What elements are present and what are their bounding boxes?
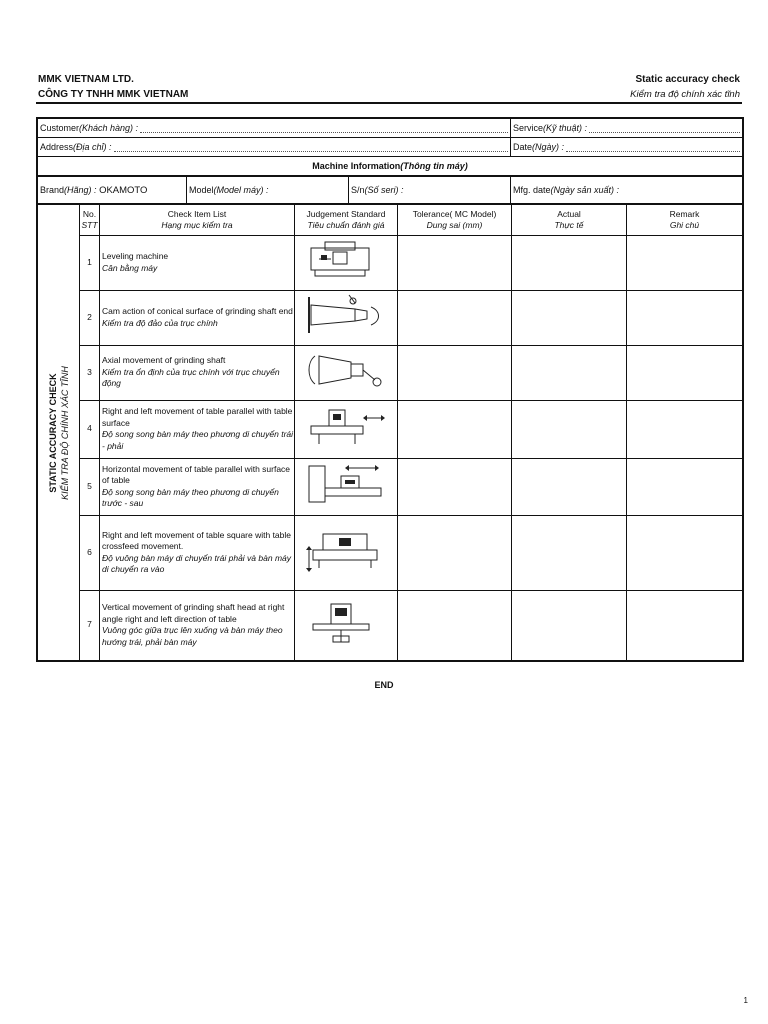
remark-cell[interactable] [627, 590, 742, 660]
tolerance-cell[interactable] [398, 345, 511, 400]
side-title [47, 366, 71, 500]
remark-cell[interactable] [627, 345, 742, 400]
machine-info-title-vn: (Thông tin máy) [400, 161, 468, 171]
square-diagram-icon [305, 528, 387, 578]
tolerance-cell[interactable] [398, 458, 511, 515]
actual-header [512, 205, 626, 235]
brand-label: Brand [40, 185, 65, 195]
address-dotted-line [114, 143, 508, 152]
actual-cell[interactable] [512, 515, 626, 590]
machine-info-title: Machine Information [312, 161, 401, 171]
judgement-standard-cell [295, 345, 397, 400]
check-item-en: Horizontal movement of table parallel with surface of table [102, 463, 291, 485]
judgement-standard-cell [295, 515, 397, 590]
vertical-diagram-icon [305, 600, 387, 650]
check-item [100, 458, 296, 515]
row-number-text: 5 [87, 480, 92, 491]
tolerance-cell[interactable] [398, 515, 511, 590]
remark-header-en: Remark [669, 208, 700, 219]
item-header-vn: Hạng mục kiểm tra [161, 220, 233, 230]
check-item-en: Right and left movement of table square with table crossfeed movement. [102, 529, 291, 551]
check-item-vn: Kiểm tra độ đảo của trục chính [102, 317, 218, 328]
table-header-row [79, 205, 742, 236]
row-number-text: 2 [87, 311, 92, 322]
row-number [80, 590, 99, 660]
check-item-vn: Kiểm tra ổn định của trục chính với trục chuyển động [102, 366, 280, 389]
customer-dotted-line [140, 124, 508, 133]
address-label-vn: (Địa chỉ) : [73, 142, 112, 152]
check-item [100, 515, 296, 590]
table-row [79, 515, 742, 591]
actual-header-en: Actual [557, 208, 581, 219]
check-item-en: Right and left movement of table parallel with table surface [102, 406, 293, 428]
customer-field[interactable] [38, 119, 510, 137]
judgement-standard-cell [295, 290, 397, 345]
tolerance-header-vn: Dung sai (mm) [426, 220, 483, 230]
customer-row [38, 119, 742, 138]
mfg-date-label-vn: (Ngày sản xuất) : [550, 185, 620, 195]
side-title-en: STATIC ACCURACY CHECK [47, 372, 58, 493]
remark-cell[interactable] [627, 458, 742, 515]
row-number-text: 7 [87, 619, 92, 630]
check-item-vn: Vuông góc giữa trục lên xuống và bàn máy theo hướng trái, phải bàn máy [102, 625, 283, 647]
tolerance-cell[interactable] [398, 400, 511, 458]
model-label: Model [189, 185, 214, 195]
tolerance-header [398, 205, 511, 235]
tolerance-cell[interactable] [398, 290, 511, 345]
judgement-header [295, 205, 397, 235]
remark-cell[interactable] [627, 290, 742, 345]
model-label-vn: (Model máy) : [213, 185, 269, 195]
axial-diagram-icon [305, 348, 387, 398]
brand-value: OKAMOTO [99, 184, 148, 196]
leveling-diagram-icon [305, 238, 387, 288]
check-item-vn: Độ song song bàn máy theo phương di chuyển trước - sau [102, 486, 279, 508]
check-item-en: Axial movement of grinding shaft [102, 355, 226, 366]
item-header [100, 205, 294, 235]
header-divider [36, 102, 742, 104]
no-header-vn: STT [81, 220, 98, 230]
no-header [80, 205, 99, 235]
actual-cell[interactable] [512, 345, 626, 400]
mfg-date-label: Mfg. date [513, 185, 551, 195]
row-number [80, 235, 99, 290]
serial-label-vn: (Số seri) : [364, 185, 404, 195]
check-item-en: Vertical movement of grinding shaft head at right angle right and left direction of table [102, 602, 285, 624]
actual-cell[interactable] [512, 290, 626, 345]
table-row [79, 400, 742, 459]
document-title-vn: Kiểm tra độ chính xác tĩnh [630, 89, 740, 100]
machine-info-title-row [38, 157, 742, 177]
actual-cell[interactable] [512, 590, 626, 660]
row-number [80, 400, 99, 458]
address-label: Address [40, 142, 74, 152]
serial-label: S/n [351, 185, 365, 195]
document-title: Static accuracy check [635, 74, 740, 85]
actual-cell[interactable] [512, 400, 626, 458]
service-field[interactable] [511, 119, 742, 137]
check-item [100, 235, 296, 290]
brand-field[interactable] [38, 177, 186, 203]
tolerance-header-en: Tolerance( MC Model) [412, 208, 497, 219]
customer-label-vn: (Khách hàng) : [79, 123, 139, 133]
table-row [79, 590, 742, 660]
customer-label: Customer [40, 123, 80, 133]
row-number [80, 515, 99, 590]
actual-header-vn: Thực tế [554, 220, 584, 230]
judgement-standard-cell [295, 235, 397, 290]
inspection-form [36, 117, 744, 662]
check-table [38, 205, 742, 660]
brand-label-vn: (Hãng) : [64, 185, 97, 195]
side-title-vn: KIỂM TRA ĐỘ CHÍNH XÁC TĨNH [59, 365, 70, 500]
no-header-en: No. [82, 208, 97, 219]
runout-diagram-icon [305, 293, 387, 343]
check-item-vn: Độ song song bàn máy theo phương di chuyển trái - phải [102, 429, 294, 451]
row-number-text: 6 [87, 546, 92, 557]
actual-cell[interactable] [512, 235, 626, 290]
table-row [79, 458, 742, 516]
model-field[interactable] [187, 177, 349, 203]
address-row [38, 138, 742, 157]
date-label-vn: (Ngày) : [532, 142, 565, 152]
service-dotted-line [589, 124, 740, 133]
parallel-lr-diagram-icon [305, 404, 387, 454]
row-number [80, 458, 99, 515]
service-label: Service [513, 123, 544, 133]
side-title-column [38, 205, 80, 660]
judgement-header-en: Judgement Standard [306, 208, 386, 219]
judgement-standard-cell [295, 590, 397, 660]
check-item [100, 345, 296, 400]
date-dotted-line [566, 143, 740, 152]
row-number [80, 345, 99, 400]
check-item [100, 590, 296, 660]
remark-cell[interactable] [627, 235, 742, 290]
check-item-vn: Độ vuông bàn máy di chuyển trái phải và bàn máy di chuyển ra vào [102, 552, 292, 574]
date-label: Date [513, 142, 533, 152]
table-row [79, 345, 742, 401]
check-item [100, 400, 296, 458]
check-item-vn: Cân bằng máy [102, 262, 158, 273]
remark-header-vn: Ghi chú [669, 220, 700, 230]
actual-cell[interactable] [512, 458, 626, 515]
serial-field[interactable] [349, 177, 511, 203]
mfg-date-field[interactable] [511, 177, 742, 203]
company-name-en: MMK VIETNAM LTD. [38, 74, 134, 85]
table-row [79, 235, 742, 291]
machine-info-row [38, 177, 742, 205]
check-grid [79, 205, 742, 660]
service-label-vn: (Kỹ thuật) : [543, 123, 588, 133]
parallel-fb-diagram-icon [305, 462, 387, 512]
remark-cell[interactable] [627, 400, 742, 458]
judgement-standard-cell [295, 400, 397, 458]
check-item-en: Cam action of conical surface of grinding shaft end [102, 306, 293, 316]
page-number: 1 [743, 996, 748, 1005]
date-field[interactable] [511, 138, 742, 156]
address-field[interactable] [38, 138, 510, 156]
row-number [80, 290, 99, 345]
row-number-text: 3 [87, 366, 92, 377]
end-marker: END [374, 680, 394, 690]
company-name-vn: CÔNG TY TNHH MMK VIETNAM [38, 89, 189, 100]
row-number-text: 4 [87, 423, 92, 434]
check-item-en: Leveling machine [102, 251, 169, 261]
judgement-header-vn: Tiêu chuẩn đánh giá [307, 220, 385, 230]
check-item [100, 290, 296, 345]
table-row [79, 290, 742, 346]
remark-header [627, 205, 742, 235]
tolerance-cell[interactable] [398, 235, 511, 290]
item-header-en: Check Item List [167, 208, 227, 219]
judgement-standard-cell [295, 458, 397, 515]
row-number-text: 1 [87, 256, 92, 267]
tolerance-cell[interactable] [398, 590, 511, 660]
remark-cell[interactable] [627, 515, 742, 590]
